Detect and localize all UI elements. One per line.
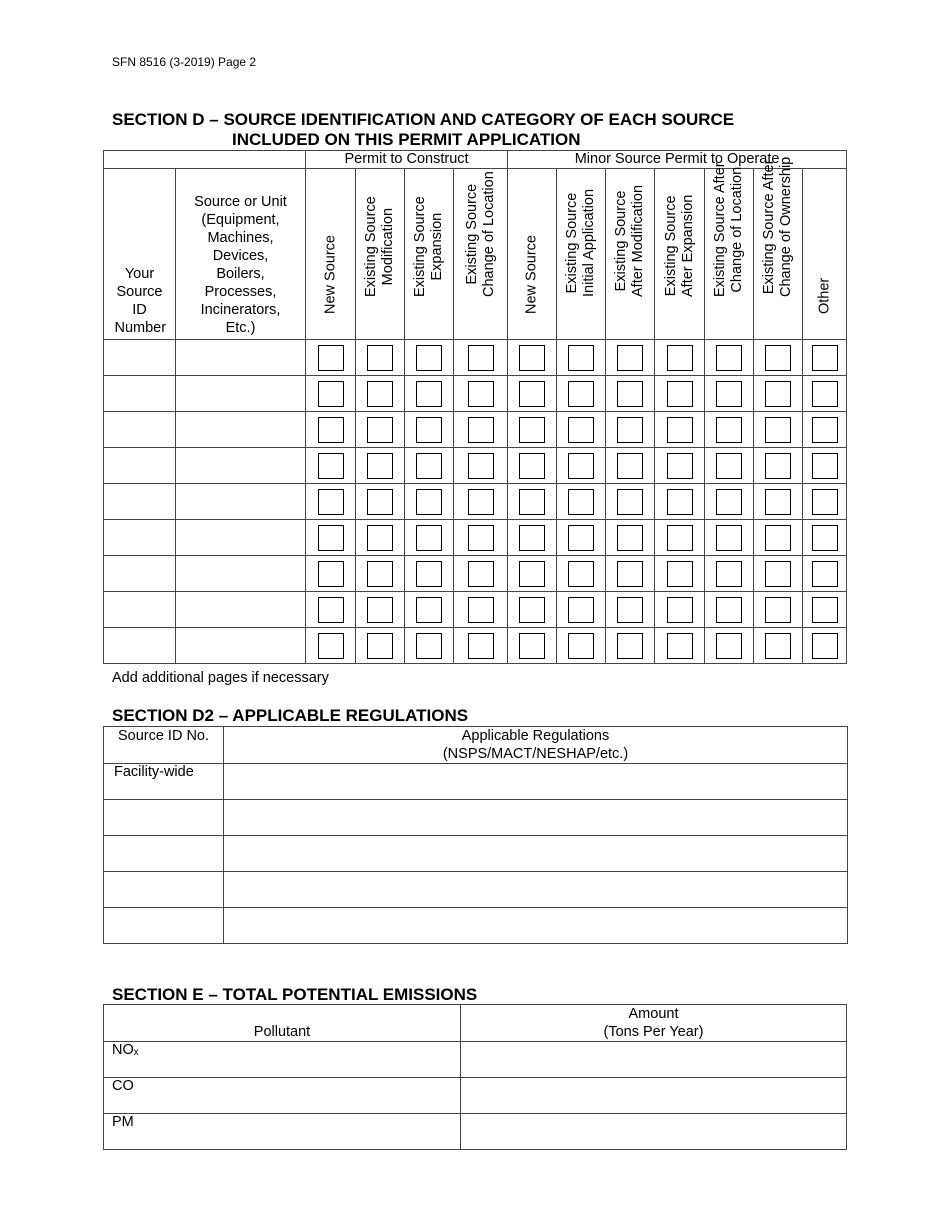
- category-checkbox[interactable]: [318, 381, 344, 407]
- checkbox-cell: [705, 484, 754, 520]
- checkbox-cell: [606, 484, 655, 520]
- col-operate-0: [508, 169, 557, 340]
- category-checkbox[interactable]: [568, 597, 594, 623]
- category-checkbox[interactable]: [812, 489, 838, 515]
- amount-cell[interactable]: [461, 1114, 847, 1150]
- source-id-cell[interactable]: [104, 520, 176, 556]
- checkbox-cell: [306, 592, 356, 628]
- category-checkbox[interactable]: [617, 633, 643, 659]
- col-operate-3-label: Existing Source After Expansion: [662, 194, 696, 297]
- checkbox-cell: [508, 412, 557, 448]
- checkbox-cell: [754, 340, 803, 376]
- checkbox-cell: [655, 340, 705, 376]
- checkbox-cell: [803, 484, 847, 520]
- checkbox-cell: [606, 556, 655, 592]
- checkbox-cell: [803, 412, 847, 448]
- group-minor-source-permit: Minor Source Permit to Operate: [508, 151, 847, 169]
- category-checkbox[interactable]: [367, 489, 393, 515]
- source-row: [104, 556, 847, 592]
- section-d-title-line2: INCLUDED ON THIS PERMIT APPLICATION: [232, 130, 581, 149]
- checkbox-cell: [655, 484, 705, 520]
- checkbox-cell: [655, 448, 705, 484]
- regulation-row: [104, 764, 848, 800]
- regulation-row: [104, 800, 848, 836]
- pollutant-cell: PM: [104, 1114, 461, 1150]
- checkbox-cell: [655, 628, 705, 664]
- checkbox-cell: [356, 340, 405, 376]
- col-pollutant: Pollutant: [104, 1005, 461, 1042]
- source-row: [104, 592, 847, 628]
- source-unit-cell[interactable]: [176, 592, 306, 628]
- checkbox-cell: [356, 556, 405, 592]
- category-checkbox[interactable]: [468, 525, 494, 551]
- category-checkbox[interactable]: [568, 525, 594, 551]
- checkbox-cell: [557, 520, 606, 556]
- col-construct-3-label: Existing Source Change of Location: [463, 171, 497, 297]
- category-checkbox[interactable]: [568, 489, 594, 515]
- checkbox-cell: [803, 376, 847, 412]
- checkbox-cell: [754, 412, 803, 448]
- checkbox-cell: [356, 412, 405, 448]
- checkbox-cell: [306, 520, 356, 556]
- category-checkbox[interactable]: [812, 561, 838, 587]
- category-checkbox[interactable]: [318, 453, 344, 479]
- col-source-unit-label: Source or Unit (Equipment, Machines, Devices, Boilers, Processes, Incinerators, Etc.): [194, 194, 287, 336]
- col-source-id-label: Your Source ID Number: [114, 266, 167, 336]
- checkbox-cell: [306, 340, 356, 376]
- category-checkbox[interactable]: [519, 345, 545, 371]
- col-operate-5-label: Existing Source After Change of Ownership: [761, 156, 795, 297]
- form-id: SFN 8516 (3-2019) Page 2: [112, 55, 257, 69]
- source-id-cell[interactable]: [104, 412, 176, 448]
- regulation-row: [104, 908, 848, 944]
- checkbox-cell: [508, 376, 557, 412]
- col-operate-1-label: Existing Source Initial Application: [564, 188, 598, 297]
- category-checkbox[interactable]: [468, 597, 494, 623]
- source-unit-cell[interactable]: [176, 628, 306, 664]
- source-id-no-cell[interactable]: [104, 800, 224, 836]
- checkbox-cell: [705, 556, 754, 592]
- category-checkbox[interactable]: [318, 345, 344, 371]
- source-row: [104, 376, 847, 412]
- category-checkbox[interactable]: [812, 453, 838, 479]
- checkbox-cell: [705, 628, 754, 664]
- checkbox-cell: [655, 412, 705, 448]
- checkbox-cell: [405, 340, 454, 376]
- checkbox-cell: [754, 556, 803, 592]
- checkbox-cell: [705, 376, 754, 412]
- amount-cell[interactable]: [461, 1078, 847, 1114]
- checkbox-cell: [606, 340, 655, 376]
- checkbox-cell: [606, 592, 655, 628]
- checkbox-cell: [655, 376, 705, 412]
- col-applicable-regulations: [224, 727, 848, 764]
- checkbox-cell: [454, 592, 508, 628]
- category-checkbox[interactable]: [812, 381, 838, 407]
- source-unit-cell[interactable]: [176, 376, 306, 412]
- category-checkbox[interactable]: [519, 597, 545, 623]
- checkbox-cell: [508, 340, 557, 376]
- source-unit-cell[interactable]: [176, 520, 306, 556]
- source-row: [104, 484, 847, 520]
- checkbox-cell: [803, 592, 847, 628]
- col-construct-1-label: Existing Source Modification: [363, 196, 396, 297]
- category-checkbox[interactable]: [519, 453, 545, 479]
- category-checkbox[interactable]: [318, 417, 344, 443]
- category-checkbox[interactable]: [468, 417, 494, 443]
- category-checkbox[interactable]: [617, 417, 643, 443]
- category-checkbox[interactable]: [617, 453, 643, 479]
- source-row: [104, 412, 847, 448]
- checkbox-cell: [405, 628, 454, 664]
- category-checkbox[interactable]: [716, 453, 742, 479]
- category-checkbox[interactable]: [667, 417, 693, 443]
- checkbox-cell: [306, 628, 356, 664]
- category-checkbox[interactable]: [617, 561, 643, 587]
- checkbox-cell: [557, 340, 606, 376]
- group-header-blank: [104, 151, 306, 169]
- category-checkbox[interactable]: [617, 345, 643, 371]
- checkbox-cell: [557, 628, 606, 664]
- category-checkbox[interactable]: [367, 453, 393, 479]
- category-checkbox[interactable]: [765, 453, 791, 479]
- checkbox-cell: [803, 556, 847, 592]
- category-checkbox[interactable]: [812, 597, 838, 623]
- checkbox-cell: [508, 484, 557, 520]
- total-emissions-table: [103, 1004, 847, 1150]
- category-checkbox[interactable]: [519, 381, 545, 407]
- applicable-regulations-table: [103, 726, 848, 944]
- category-checkbox[interactable]: [716, 561, 742, 587]
- source-row: [104, 520, 847, 556]
- category-checkbox[interactable]: [716, 345, 742, 371]
- checkbox-cell: [754, 376, 803, 412]
- checkbox-cell: [803, 448, 847, 484]
- checkbox-cell: [655, 592, 705, 628]
- category-checkbox[interactable]: [367, 345, 393, 371]
- category-checkbox[interactable]: [468, 489, 494, 515]
- checkbox-cell: [754, 520, 803, 556]
- additional-pages-note: Add additional pages if necessary: [112, 670, 329, 686]
- col-operate-3: [655, 169, 705, 340]
- checkbox-cell: [454, 412, 508, 448]
- category-checkbox[interactable]: [367, 525, 393, 551]
- col-construct-0-label: New Source: [322, 235, 338, 314]
- col-operate-1: [557, 169, 606, 340]
- pollutant-cell: NOₓ: [104, 1042, 461, 1078]
- checkbox-cell: [405, 412, 454, 448]
- checkbox-cell: [606, 376, 655, 412]
- category-checkbox[interactable]: [416, 417, 442, 443]
- category-checkbox[interactable]: [318, 633, 344, 659]
- source-row: [104, 628, 847, 664]
- checkbox-cell: [606, 448, 655, 484]
- category-checkbox[interactable]: [568, 417, 594, 443]
- category-checkbox[interactable]: [519, 525, 545, 551]
- checkbox-cell: [454, 448, 508, 484]
- checkbox-cell: [306, 448, 356, 484]
- col-operate-6: [803, 169, 847, 340]
- category-checkbox[interactable]: [812, 633, 838, 659]
- pollutant-row: [104, 1114, 847, 1150]
- checkbox-cell: [754, 448, 803, 484]
- checkbox-cell: [705, 340, 754, 376]
- category-checkbox[interactable]: [765, 561, 791, 587]
- regulations-cell[interactable]: [224, 872, 848, 908]
- category-checkbox[interactable]: [367, 561, 393, 587]
- source-id-no-cell[interactable]: Facility-wide: [104, 764, 224, 800]
- checkbox-cell: [356, 520, 405, 556]
- source-id-cell[interactable]: [104, 592, 176, 628]
- regulations-cell[interactable]: [224, 764, 848, 800]
- category-checkbox[interactable]: [667, 525, 693, 551]
- regs-header-line1: Applicable Regulations: [461, 728, 610, 744]
- category-checkbox[interactable]: [667, 489, 693, 515]
- category-checkbox[interactable]: [812, 525, 838, 551]
- source-id-cell[interactable]: [104, 628, 176, 664]
- pollutant-cell: CO: [104, 1078, 461, 1114]
- col-operate-2-label: Existing Source After Modification: [613, 184, 647, 297]
- category-checkbox[interactable]: [716, 597, 742, 623]
- category-checkbox[interactable]: [765, 345, 791, 371]
- category-checkbox[interactable]: [716, 489, 742, 515]
- checkbox-cell: [803, 520, 847, 556]
- col-source-id-no: Source ID No.: [104, 727, 224, 764]
- category-checkbox[interactable]: [468, 345, 494, 371]
- category-checkbox[interactable]: [367, 381, 393, 407]
- checkbox-cell: [754, 592, 803, 628]
- checkbox-cell: [557, 376, 606, 412]
- category-checkbox[interactable]: [765, 489, 791, 515]
- category-checkbox[interactable]: [716, 417, 742, 443]
- category-checkbox[interactable]: [765, 633, 791, 659]
- checkbox-cell: [557, 592, 606, 628]
- category-checkbox[interactable]: [468, 633, 494, 659]
- category-checkbox[interactable]: [617, 489, 643, 515]
- category-checkbox[interactable]: [667, 597, 693, 623]
- checkbox-cell: [405, 592, 454, 628]
- category-checkbox[interactable]: [519, 417, 545, 443]
- section-d2-title: SECTION D2 – APPLICABLE REGULATIONS: [112, 706, 469, 725]
- checkbox-cell: [754, 628, 803, 664]
- checkbox-cell: [454, 628, 508, 664]
- category-checkbox[interactable]: [318, 525, 344, 551]
- checkbox-cell: [356, 484, 405, 520]
- category-checkbox[interactable]: [568, 381, 594, 407]
- pollutant-row: [104, 1042, 847, 1078]
- category-checkbox[interactable]: [765, 417, 791, 443]
- checkbox-cell: [508, 520, 557, 556]
- category-checkbox[interactable]: [367, 597, 393, 623]
- category-checkbox[interactable]: [617, 381, 643, 407]
- checkbox-cell: [508, 628, 557, 664]
- col-construct-3: [454, 169, 508, 340]
- category-checkbox[interactable]: [716, 525, 742, 551]
- category-checkbox[interactable]: [416, 561, 442, 587]
- category-checkbox[interactable]: [667, 633, 693, 659]
- checkbox-cell: [705, 520, 754, 556]
- checkbox-cell: [508, 592, 557, 628]
- col-operate-4-label: Existing Source After Change of Location: [712, 162, 746, 297]
- source-id-no-cell[interactable]: [104, 908, 224, 944]
- source-id-no-cell[interactable]: [104, 836, 224, 872]
- source-id-cell[interactable]: [104, 448, 176, 484]
- checkbox-cell: [606, 628, 655, 664]
- checkbox-cell: [705, 448, 754, 484]
- amount-header-line2: (Tons Per Year): [603, 1024, 704, 1040]
- category-checkbox[interactable]: [765, 525, 791, 551]
- checkbox-cell: [454, 484, 508, 520]
- source-id-cell[interactable]: [104, 340, 176, 376]
- category-checkbox[interactable]: [765, 597, 791, 623]
- source-unit-cell[interactable]: [176, 484, 306, 520]
- category-checkbox[interactable]: [667, 345, 693, 371]
- checkbox-cell: [655, 520, 705, 556]
- col-operate-2: [606, 169, 655, 340]
- section-e-title: SECTION E – TOTAL POTENTIAL EMISSIONS: [112, 985, 478, 1004]
- col-operate-6-label: Other: [816, 277, 833, 314]
- checkbox-cell: [508, 556, 557, 592]
- category-checkbox[interactable]: [519, 561, 545, 587]
- regulations-cell[interactable]: [224, 908, 848, 944]
- category-checkbox[interactable]: [716, 633, 742, 659]
- category-checkbox[interactable]: [416, 633, 442, 659]
- source-unit-cell[interactable]: [176, 340, 306, 376]
- checkbox-cell: [606, 520, 655, 556]
- category-checkbox[interactable]: [765, 381, 791, 407]
- category-checkbox[interactable]: [318, 489, 344, 515]
- checkbox-cell: [705, 412, 754, 448]
- category-checkbox[interactable]: [617, 525, 643, 551]
- category-checkbox[interactable]: [568, 345, 594, 371]
- checkbox-cell: [454, 376, 508, 412]
- checkbox-cell: [655, 556, 705, 592]
- col-operate-5: [754, 156, 803, 340]
- category-checkbox[interactable]: [468, 453, 494, 479]
- category-checkbox[interactable]: [416, 345, 442, 371]
- source-row: [104, 448, 847, 484]
- source-unit-cell[interactable]: [176, 448, 306, 484]
- col-source-or-unit: [176, 169, 306, 340]
- checkbox-cell: [405, 376, 454, 412]
- checkbox-cell: [803, 340, 847, 376]
- checkbox-cell: [356, 376, 405, 412]
- category-checkbox[interactable]: [318, 561, 344, 587]
- checkbox-cell: [306, 484, 356, 520]
- checkbox-cell: [306, 412, 356, 448]
- source-unit-cell[interactable]: [176, 412, 306, 448]
- col-amount: [461, 1005, 847, 1042]
- regulation-row: [104, 872, 848, 908]
- checkbox-cell: [405, 448, 454, 484]
- checkbox-cell: [606, 412, 655, 448]
- checkbox-cell: [454, 520, 508, 556]
- checkbox-cell: [405, 520, 454, 556]
- category-checkbox[interactable]: [416, 489, 442, 515]
- category-checkbox[interactable]: [318, 597, 344, 623]
- checkbox-cell: [557, 412, 606, 448]
- category-checkbox[interactable]: [617, 597, 643, 623]
- category-checkbox[interactable]: [568, 633, 594, 659]
- category-checkbox[interactable]: [667, 561, 693, 587]
- category-checkbox[interactable]: [568, 453, 594, 479]
- source-id-no-cell[interactable]: [104, 872, 224, 908]
- source-unit-cell[interactable]: [176, 556, 306, 592]
- category-checkbox[interactable]: [667, 453, 693, 479]
- category-checkbox[interactable]: [812, 345, 838, 371]
- col-construct-2: [405, 169, 454, 340]
- checkbox-cell: [454, 556, 508, 592]
- checkbox-cell: [306, 376, 356, 412]
- category-checkbox[interactable]: [468, 561, 494, 587]
- category-checkbox[interactable]: [468, 381, 494, 407]
- category-checkbox[interactable]: [667, 381, 693, 407]
- source-id-cell[interactable]: [104, 376, 176, 412]
- checkbox-cell: [557, 448, 606, 484]
- category-checkbox[interactable]: [519, 489, 545, 515]
- checkbox-cell: [803, 628, 847, 664]
- checkbox-cell: [754, 484, 803, 520]
- col-construct-2-label: Existing Source Expansion: [412, 196, 445, 297]
- group-permit-to-construct: Permit to Construct: [306, 151, 508, 169]
- category-checkbox[interactable]: [812, 417, 838, 443]
- source-id-cell[interactable]: [104, 556, 176, 592]
- regulation-row: [104, 836, 848, 872]
- source-identification-table: [103, 150, 847, 664]
- source-id-cell[interactable]: [104, 484, 176, 520]
- category-checkbox[interactable]: [416, 453, 442, 479]
- col-operate-0-label: New Source: [523, 235, 540, 314]
- checkbox-cell: [356, 592, 405, 628]
- col-operate-4: [705, 162, 754, 340]
- checkbox-cell: [356, 448, 405, 484]
- regs-header-line2: (NSPS/MACT/NESHAP/etc.): [442, 746, 629, 762]
- checkbox-cell: [557, 484, 606, 520]
- checkbox-cell: [356, 628, 405, 664]
- checkbox-cell: [454, 340, 508, 376]
- source-row: [104, 340, 847, 376]
- checkbox-cell: [557, 556, 606, 592]
- col-construct-0: [306, 169, 356, 340]
- amount-cell[interactable]: [461, 1042, 847, 1078]
- category-checkbox[interactable]: [416, 381, 442, 407]
- regulations-cell[interactable]: [224, 800, 848, 836]
- category-checkbox[interactable]: [416, 525, 442, 551]
- checkbox-cell: [508, 448, 557, 484]
- col-construct-1: [356, 169, 405, 340]
- category-checkbox[interactable]: [716, 381, 742, 407]
- category-checkbox[interactable]: [367, 633, 393, 659]
- checkbox-cell: [405, 484, 454, 520]
- section-d-title: SECTION D – SOURCE IDENTIFICATION AND CATEGORY OF EACH SOURCE: [112, 110, 735, 129]
- category-checkbox[interactable]: [416, 597, 442, 623]
- amount-header-line1: Amount: [628, 1006, 679, 1022]
- checkbox-cell: [705, 592, 754, 628]
- checkbox-cell: [405, 556, 454, 592]
- category-checkbox[interactable]: [519, 633, 545, 659]
- pollutant-row: [104, 1078, 847, 1114]
- checkbox-cell: [306, 556, 356, 592]
- category-checkbox[interactable]: [367, 417, 393, 443]
- regulations-cell[interactable]: [224, 836, 848, 872]
- col-source-id-number: [104, 169, 176, 340]
- category-checkbox[interactable]: [568, 561, 594, 587]
